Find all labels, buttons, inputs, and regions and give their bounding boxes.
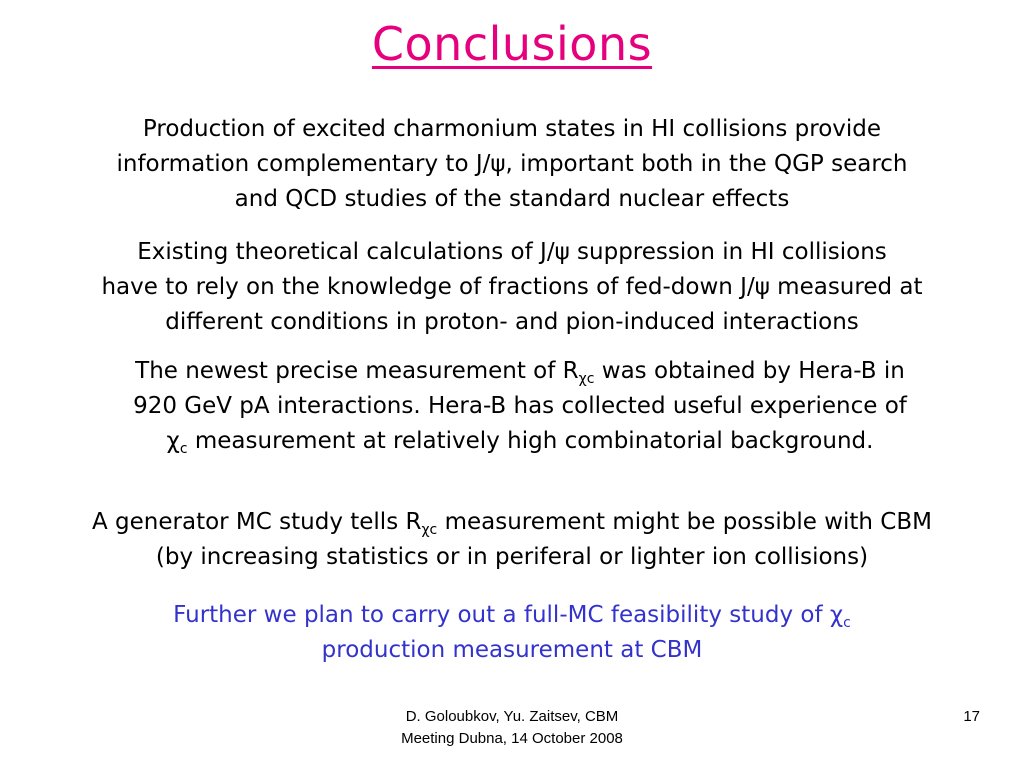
text-segment: A generator MC study tells R (92, 509, 422, 535)
text-segment: was obtained by Hera-B in (594, 358, 905, 384)
page-number: 17 (963, 708, 980, 725)
footer-authors: D. Goloubkov, Yu. Zaitsev, CBM (405, 708, 619, 725)
text-line: 920 GeV pA interactions. Hera-B has collected useful experience of (133, 393, 907, 419)
text-line: have to rely on the knowledge of fractions of fed-down J/ψ measured at (101, 274, 923, 300)
subscript: c (843, 615, 851, 631)
text-line (40, 424, 1000, 459)
paragraph-theoretical-calculations (0, 235, 1024, 340)
text-line: different conditions in proton- and pion-induced interactions (165, 309, 859, 335)
footer-meeting: Meeting Dubna, 14 October 2008 (401, 730, 623, 747)
text-line: information complementary to J/ψ, important both in the QGP search (116, 151, 908, 177)
text-line: Production of excited charmonium states in HI collisions provide (142, 116, 882, 142)
text-line: (by increasing statistics or in periferal or lighter ion collisions) (155, 544, 869, 570)
subscript: c (179, 441, 188, 457)
paragraph-charmonium-production (0, 112, 1024, 217)
text-segment: The newest precise measurement of R (135, 358, 579, 384)
text-segment: measurement at relatively high combinatorial background. (187, 428, 874, 454)
text-segment: measurement might be possible with CBM (437, 509, 932, 535)
text-line (40, 354, 1000, 389)
text-line: production measurement at CBM (321, 637, 703, 663)
paragraph-generator-mc-study (0, 505, 1024, 575)
text-line (0, 598, 1024, 633)
paragraph-future-plan (0, 598, 1024, 668)
text-line (0, 505, 1024, 540)
text-segment: χ (166, 428, 180, 454)
text-line: and QCD studies of the standard nuclear effects (234, 186, 790, 212)
slide-footer (312, 706, 712, 750)
subscript: χc (578, 371, 595, 387)
paragraph-hera-b-measurement (40, 354, 1000, 459)
slide-title: Conclusions (371, 17, 653, 71)
text-segment: Further we plan to carry out a full-MC feasibility study of χ (173, 602, 844, 628)
text-line: Existing theoretical calculations of J/ψ suppression in HI collisions (137, 239, 887, 265)
subscript: χc (421, 522, 438, 538)
